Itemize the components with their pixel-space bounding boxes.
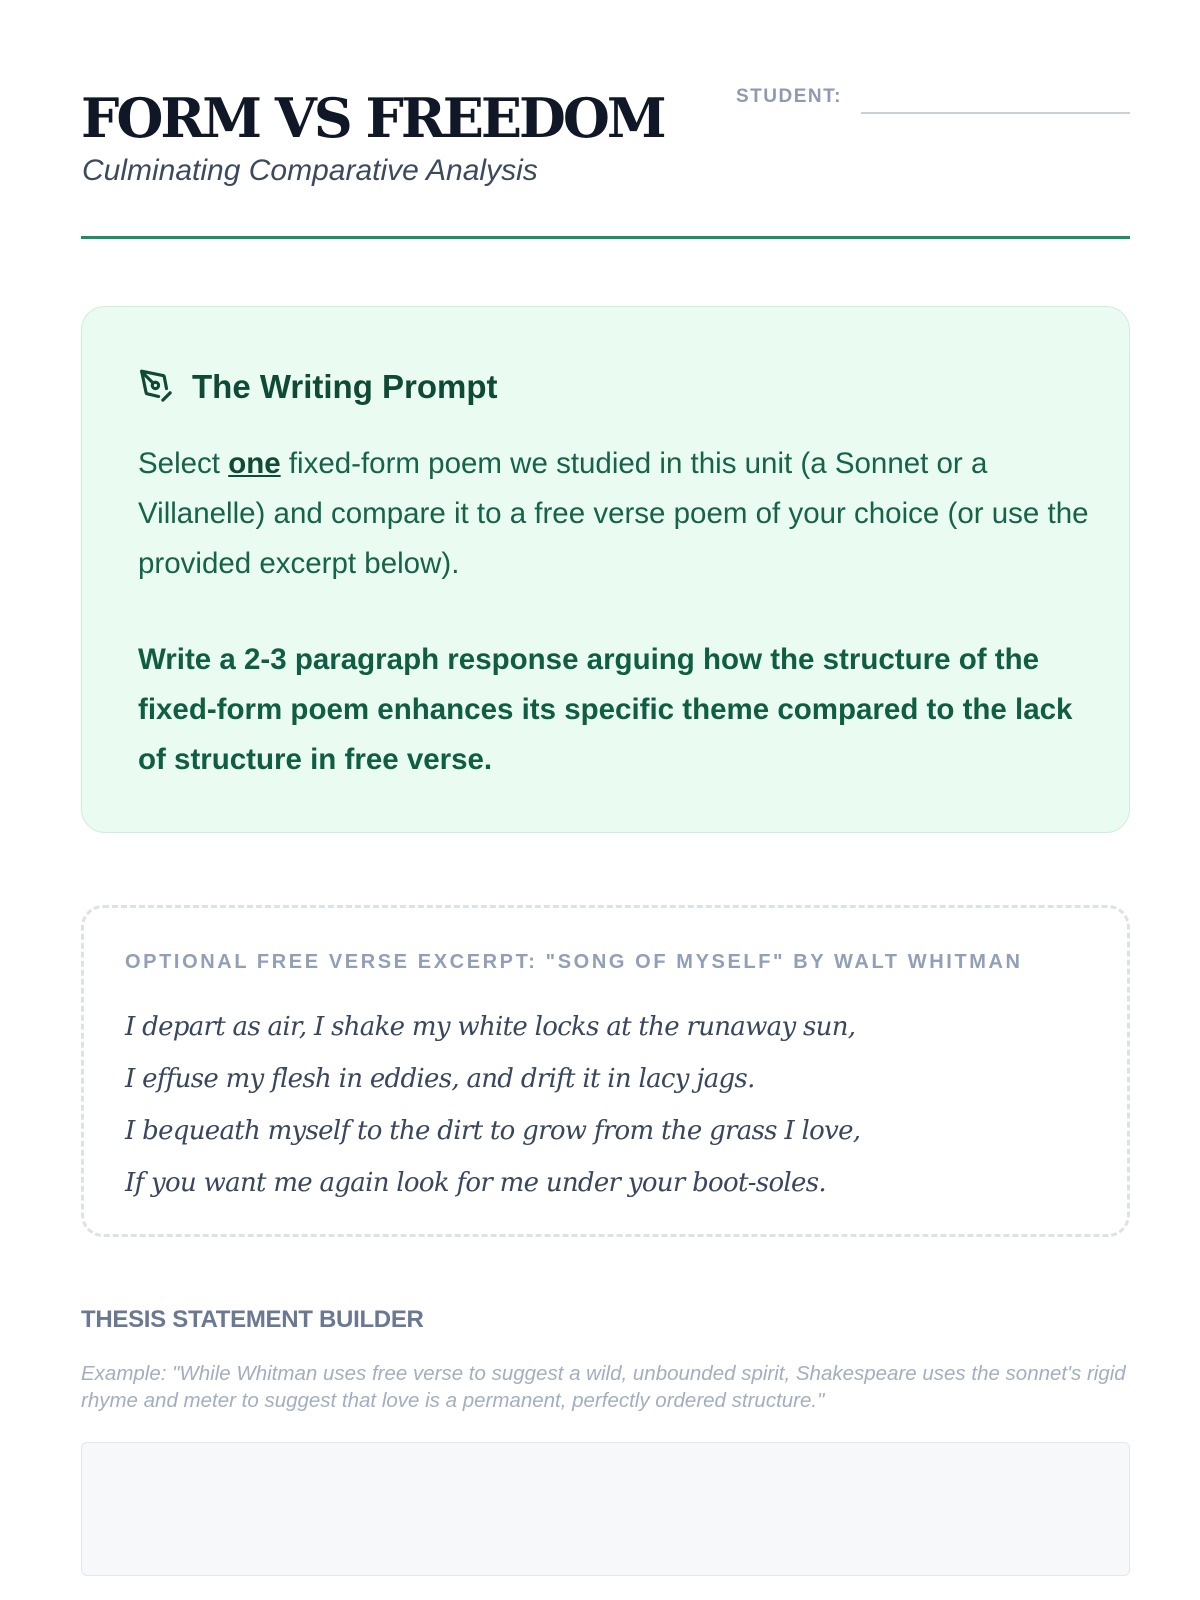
student-name-line[interactable] [861,112,1130,114]
poem-line: I depart as air, I shake my white locks at the runaway sun, [125,1012,856,1042]
prompt-text-before: Select [138,447,229,480]
page-title: FORM VS FREEDOM [81,86,664,150]
optional-excerpt-card [81,905,1130,1237]
prompt-heading [138,367,498,407]
poem-line: I bequeath myself to the dirt to grow from the grass I love, [125,1116,861,1146]
thesis-input[interactable] [81,1442,1130,1576]
page-subtitle: Culminating Comparative Analysis [82,154,538,187]
student-label: STUDENT: [736,86,842,107]
poem-line: If you want me again look for me under your boot-soles. [125,1168,826,1198]
prompt-text-after: fixed-form poem we studied in this unit (a Sonnet or a Villanelle) and compare it to a free verse poem of your choice (or use the provided excerpt below). [138,447,1089,580]
worksheet-page [81,0,1130,1412]
poem-line: I effuse my flesh in eddies, and drift it in lacy jags. [125,1064,755,1094]
thesis-heading: THESIS STATEMENT BUILDER [81,1306,424,1333]
prompt-task: Write a 2-3 paragraph response arguing how the structure of the fixed-form poem enhances its specific theme compared to the lack of structure in free verse. [138,643,1073,776]
thesis-example: Example: "While Whitman uses free verse to suggest a wild, unbounded spirit, Shakespeare uses the sonnet's rigid rhyme and meter to suggest that love is a permanent, perfectly ordered structure." [81,1362,1126,1412]
prompt-title: The Writing Prompt [192,368,498,405]
prompt-instructions [138,439,1089,589]
pen-nib-icon [138,368,176,406]
poem-excerpt [125,1001,860,1209]
excerpt-label: OPTIONAL FREE VERSE EXCERPT: "SONG OF MYSELF" BY WALT WHITMAN [125,951,1023,973]
prompt-emphasis: one [228,447,281,480]
writing-prompt-card [81,306,1130,833]
worksheet-header [81,0,1130,239]
